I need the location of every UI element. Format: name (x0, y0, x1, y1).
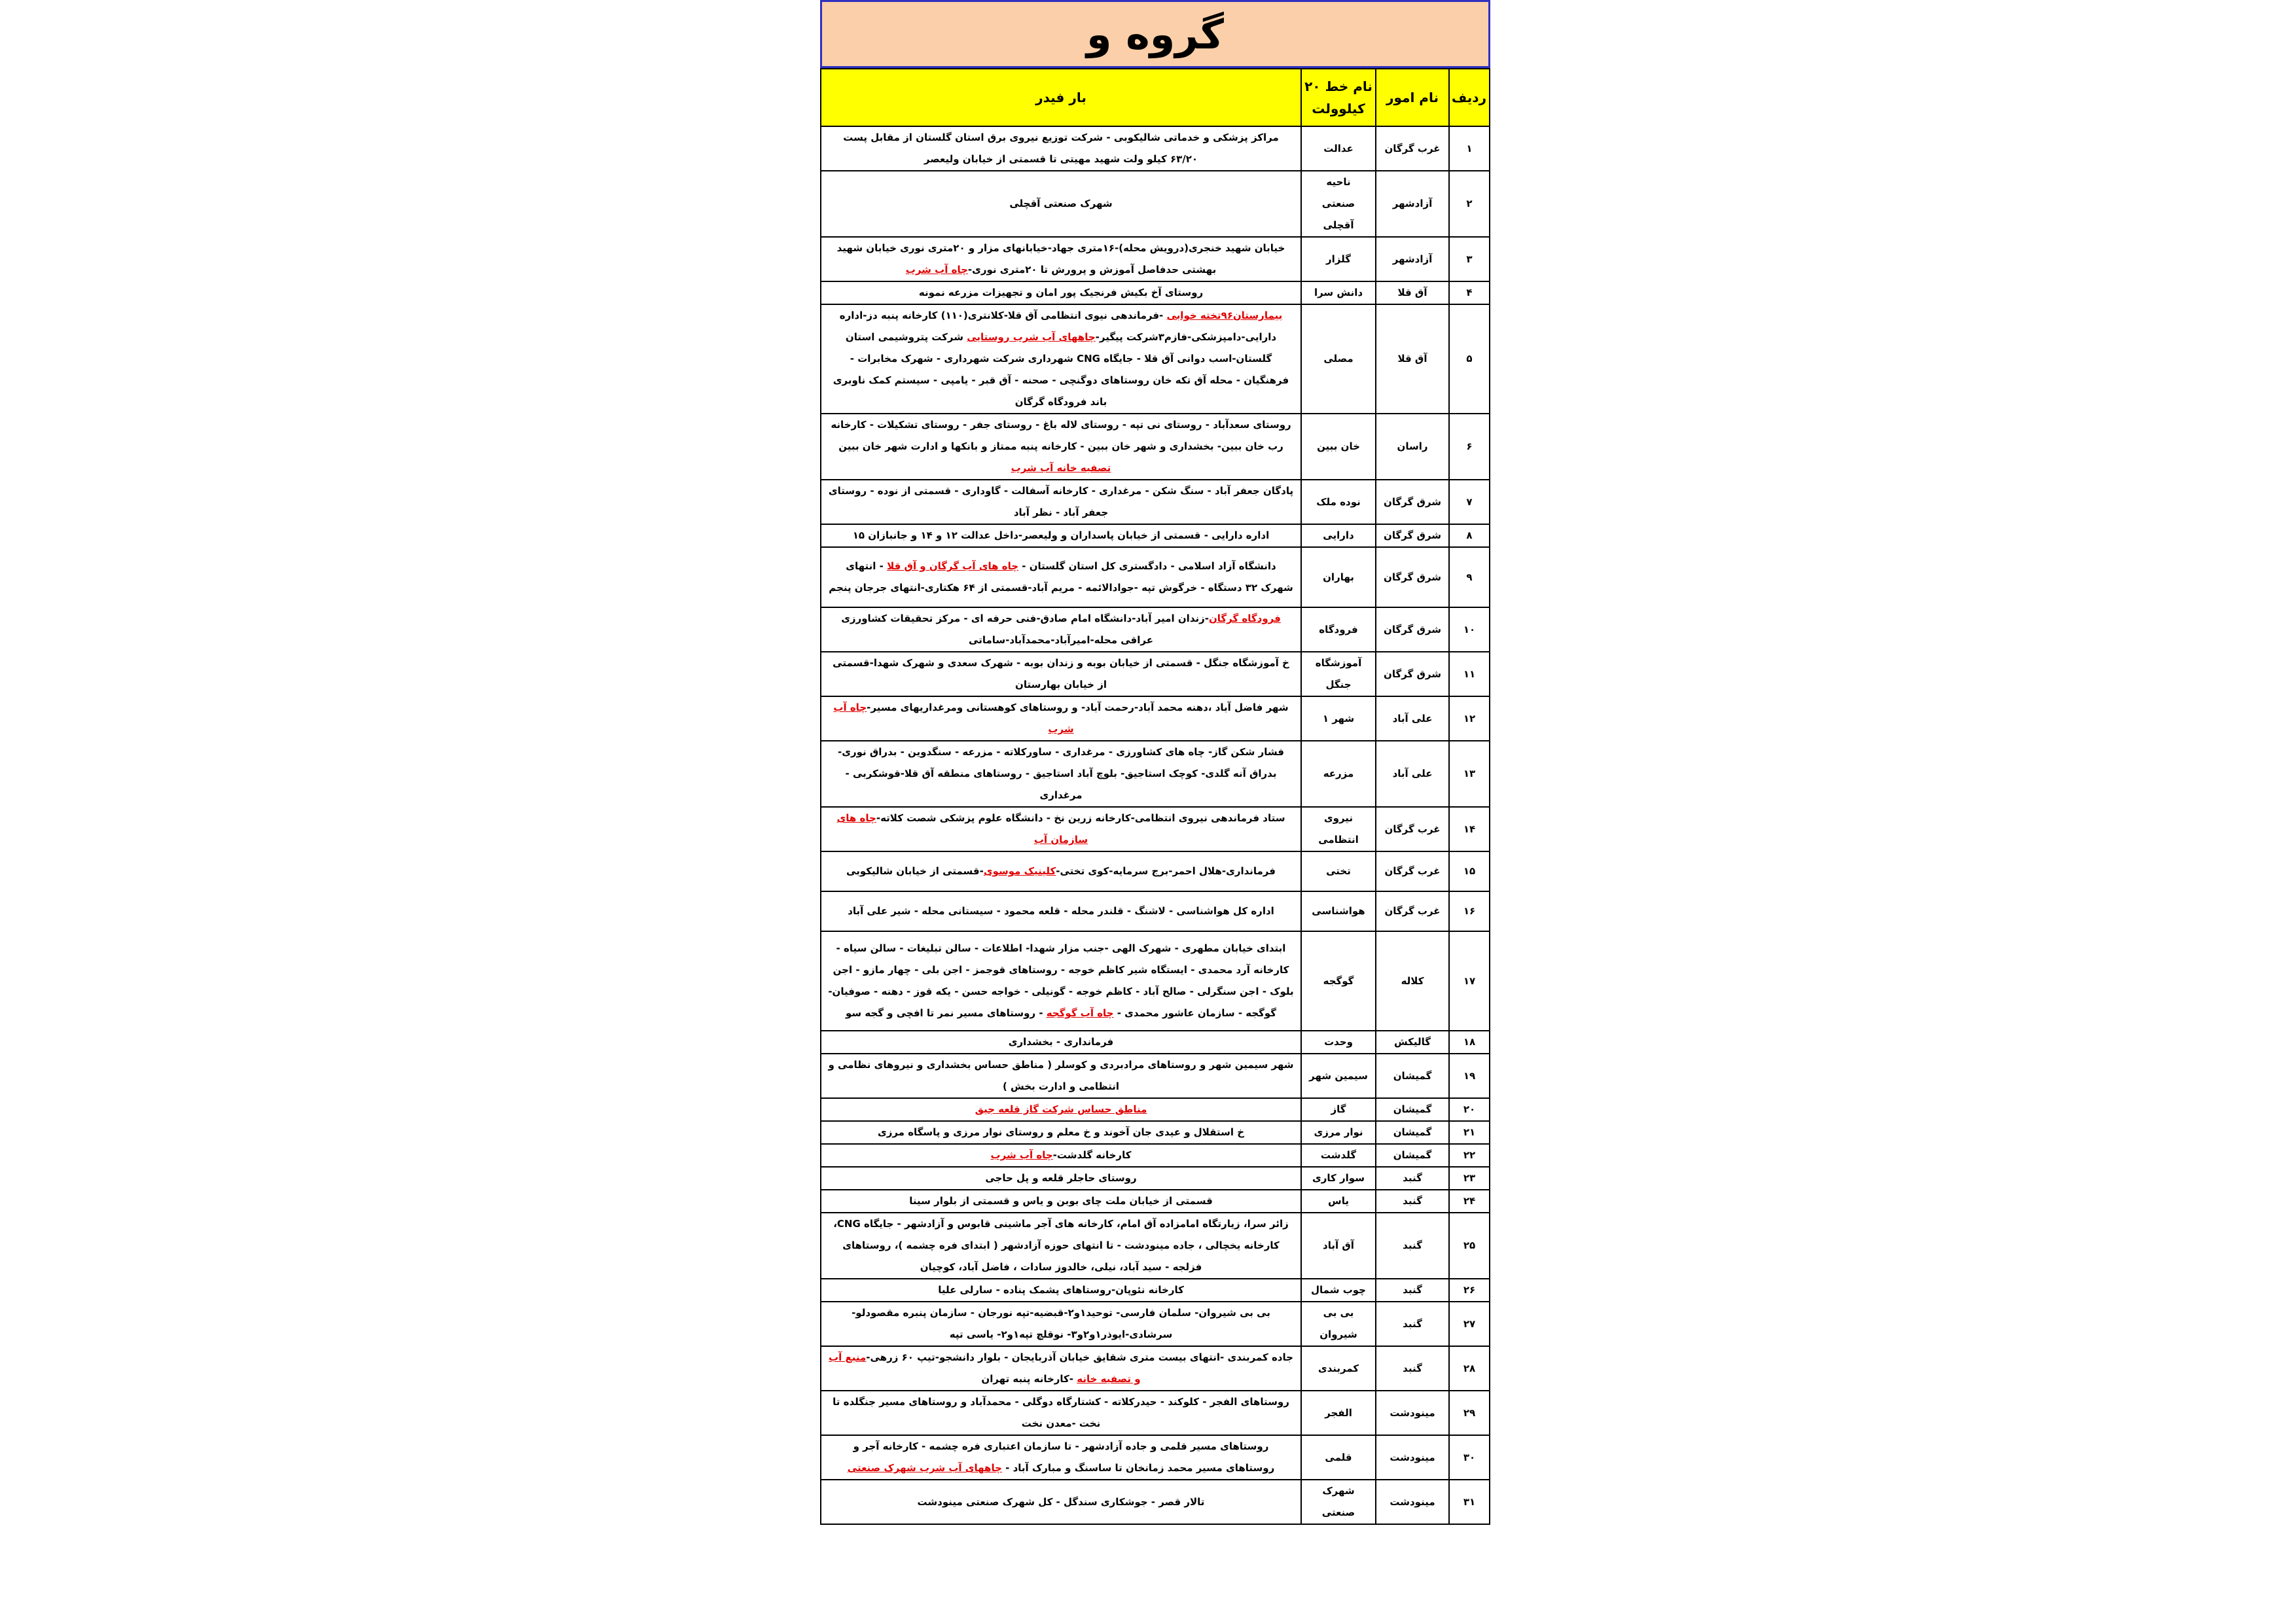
load-text: پادگان جعفر آباد - سنگ شکن - مرغداری - کارخانه آسفالت - گاوداری - قسمتی از نوده - روستای جعفر آباد - نظر آباد (828, 485, 1294, 518)
line-name-cell: آق آباد (1301, 1213, 1376, 1279)
row-number-cell: ۳۰ (1449, 1435, 1490, 1480)
feeder-load-cell (821, 524, 1301, 547)
row-number-cell: ۳۱ (1449, 1480, 1490, 1524)
load-text: روستاهای مسیر قلمی و جاده آزادشهر - تا سازمان اعتباری فره چشمه - کارخانه آجر و روستاهای مسیر محمد زمانخان تا ساسنگ و مبارک آباد - (853, 1440, 1275, 1474)
row-number-cell: ۲۰ (1449, 1098, 1490, 1121)
department-cell: غرب گرگان (1376, 807, 1449, 851)
highlighted-load-text: مناطق حساس شرکت گاز قلعه جیق (975, 1103, 1147, 1115)
row-number-cell: ۶ (1449, 414, 1490, 480)
header-row (821, 69, 1490, 126)
department-cell: راسان (1376, 414, 1449, 480)
line-name-cell: نوار مرزی (1301, 1121, 1376, 1144)
feeder-load-cell (821, 851, 1301, 891)
load-text: روستاهای الفجر - کلوکند - حیدرکلاته - کشتارگاه دوگلی - محمدآباد و روستاهای مسیر جنگلده تا نخت -معدن نخت (833, 1396, 1289, 1429)
line-name-cell: هواشناسی (1301, 891, 1376, 931)
department-cell: گمیشان (1376, 1098, 1449, 1121)
line-name-cell: کمربندی (1301, 1346, 1376, 1391)
table-row (821, 524, 1490, 547)
table-row (821, 1098, 1490, 1121)
line-name-cell: نیروی انتظامی (1301, 807, 1376, 851)
feeder-load-cell (821, 171, 1301, 237)
table-row (821, 652, 1490, 696)
feeder-load-cell (821, 1121, 1301, 1144)
highlighted-load-text: چاه آب شرب (833, 702, 1074, 735)
feeder-load-cell (821, 1144, 1301, 1167)
line-name-cell: آموزشگاه جنگل (1301, 652, 1376, 696)
load-text: کارخانه گلدشت- (1052, 1149, 1132, 1161)
highlighted-load-text: بیمارستان۹۶تخته خوابی (1166, 310, 1283, 321)
row-number-cell: ۱۱ (1449, 652, 1490, 696)
load-text: اداره کل هواشناسی - لاشنگ - قلندر محله - قلعه محمود - سیستانی محله - شیر علی آباد (848, 905, 1274, 917)
feeder-load-cell (821, 237, 1301, 281)
line-name-cell: فرودگاه (1301, 607, 1376, 652)
table-row (821, 807, 1490, 851)
line-name-cell: گلزار (1301, 237, 1376, 281)
row-number-cell: ۱ (1449, 126, 1490, 171)
line-name-cell: تختی (1301, 851, 1376, 891)
table-row (821, 1190, 1490, 1213)
feeder-load-cell (821, 652, 1301, 696)
row-number-cell: ۹ (1449, 547, 1490, 607)
feeder-load-cell (821, 1054, 1301, 1098)
row-number-cell: ۵ (1449, 304, 1490, 414)
load-text: -کارخانه پنبه تهران (981, 1373, 1077, 1385)
line-name-cell: چوب شمال (1301, 1279, 1376, 1302)
feeder-load-cell (821, 304, 1301, 414)
row-number-cell: ۳ (1449, 237, 1490, 281)
department-cell: آزادشهر (1376, 237, 1449, 281)
line-name-cell: سوار کاری (1301, 1167, 1376, 1190)
load-text: ستاد فرماندهی نیروی انتظامی-کارخانه زرین نخ - دانشگاه علوم پزشکی شصت کلاته- (876, 812, 1285, 824)
group-title: گروه و (820, 0, 1490, 68)
row-number-cell: ۲۱ (1449, 1121, 1490, 1144)
row-number-cell: ۲۲ (1449, 1144, 1490, 1167)
feeder-load-cell (821, 480, 1301, 524)
line-name-cell: مزرعه (1301, 741, 1376, 807)
row-number-cell: ۲۳ (1449, 1167, 1490, 1190)
table-row (821, 1031, 1490, 1054)
line-name-cell: دارایی (1301, 524, 1376, 547)
department-cell: شرق گرگان (1376, 607, 1449, 652)
highlighted-load-text: تصفیه خانه آب شرب (1011, 462, 1111, 474)
feeder-load-cell (821, 547, 1301, 607)
table-row (821, 931, 1490, 1031)
line-name-cell: الفجر (1301, 1391, 1376, 1435)
feeder-load-cell (821, 696, 1301, 741)
department-cell: آق قلا (1376, 281, 1449, 304)
table-row (821, 547, 1490, 607)
load-text: فشار شکن گاز- چاه های کشاورزی - مرغداری - ساورکلاته - مزرعه - سنگدوین - بدراق نوری- بدراق آنه گلدی- کوچک استاجیق- بلوچ آباد استاجیق - روستاهای منطقه آق قلا-قوشکربی - مرغداری (838, 746, 1284, 801)
feeder-load-cell (821, 414, 1301, 480)
line-name-cell: شهرک صنعتی (1301, 1480, 1376, 1524)
load-text: شهر سیمین شهر و روستاهای مرادبردی و کوسلر ( مناطق حساس بخشداری و نیروهای نظامی و انتظامی و ادارت بخش ) (828, 1059, 1294, 1092)
highlighted-load-text: منبع آب و تصفیه خانه (829, 1351, 1141, 1385)
table-row (821, 1302, 1490, 1346)
row-number-cell: ۸ (1449, 524, 1490, 547)
department-cell: گنبد (1376, 1190, 1449, 1213)
load-text: فرمانداری - بخشداری (1008, 1036, 1114, 1048)
row-number-cell: ۱۰ (1449, 607, 1490, 652)
table-row (821, 1480, 1490, 1524)
line-name-cell: دانش سرا (1301, 281, 1376, 304)
feeder-load-cell (821, 741, 1301, 807)
row-number-cell: ۱۵ (1449, 851, 1490, 891)
load-text: ابتدای خیابان مطهری - شهرک الهی -جنب مزار شهدا- اطلاعات - سالن تبلیغات - سالن سیاه - کارخانه آرد محمدی - ایستگاه شیر کاظم خوجه - روستاهای قوجمز - اجن بلی - چهار مازو - اجن بلوک - اجن سنگرلی - صالح آباد - کاظم خوجه - گونیلی - خواجه حسن - یکه قوز - دهنه - صوفیان-گوگجه - سازمان عاشور محمدی - (828, 942, 1294, 1019)
load-text: روستای سعدآباد - روستای نی تپه - روستای لاله باغ - روستای جفر - روستای تشکیلات - کارخانه رب خان ببین- بخشداری و شهر خان ببین - کارخانه پنبه ممتاز و بانکها و ادارت شهر خان ببین (831, 419, 1291, 452)
feeder-load-cell (821, 891, 1301, 931)
feeder-load-cell (821, 807, 1301, 851)
department-cell: آق قلا (1376, 304, 1449, 414)
load-text: کارخانه نئوپان-روستاهای پشمک پناده - سارلی علیا (938, 1284, 1184, 1296)
department-cell: کلاله (1376, 931, 1449, 1031)
load-text: روستای آخ بکیش فرنجیک پور امان و تجهیزات مزرعه نمونه (918, 287, 1204, 298)
row-number-cell: ۲۸ (1449, 1346, 1490, 1391)
load-text: -فرماندهی نیوی انتظامی آق قلا-کلانتری(۱۱۰) کارخانه پنبه دز-اداره دارایی-دامپزشکی-فازم۳شرکت پیگیر- (839, 310, 1277, 343)
feeder-load-cell (821, 931, 1301, 1031)
feeder-load-cell (821, 1302, 1301, 1346)
table-row (821, 891, 1490, 931)
table-row (821, 1346, 1490, 1391)
feeder-load-cell (821, 1279, 1301, 1302)
load-text: خ استقلال و عیدی جان آخوند و خ معلم و روستای نوار مرزی و پاسگاه مرزی (877, 1126, 1245, 1138)
department-cell: غرب گرگان (1376, 851, 1449, 891)
table-row (821, 741, 1490, 807)
table-row (821, 1213, 1490, 1279)
department-cell: شرق گرگان (1376, 547, 1449, 607)
department-cell: علی آباد (1376, 741, 1449, 807)
load-text: - روستاهای مسیر نمر تا افچی و گجه سو (845, 1007, 1047, 1019)
load-text: شهرک صنعتی آقچلی (1009, 198, 1113, 209)
feeder-load-cell (821, 1391, 1301, 1435)
department-cell: آزادشهر (1376, 171, 1449, 237)
row-number-cell: ۲۹ (1449, 1391, 1490, 1435)
highlighted-load-text: چاههای آب شرب شهرک صنعتی (847, 1462, 1002, 1474)
feeder-load-cell (821, 1190, 1301, 1213)
department-cell: مینودشت (1376, 1435, 1449, 1480)
highlighted-load-text: فرودگاه گرگان (1208, 613, 1281, 624)
load-text: شهر فاضل آباد ،دهنه محمد آباد-رحمت آباد- و روستاهای کوهستانی ومرغداریهای مسیر- (867, 702, 1289, 713)
feeder-load-cell (821, 126, 1301, 171)
highlighted-load-text: چاههای آب شرب روستایی (967, 331, 1096, 343)
department-cell: علی آباد (1376, 696, 1449, 741)
row-number-cell: ۷ (1449, 480, 1490, 524)
load-text: روستای حاجلر قلعه و پل حاجی (985, 1172, 1137, 1184)
line-name-cell: گلدشت (1301, 1144, 1376, 1167)
load-text: فرمانداری-هلال احمر-برج سرمایه-کوی تختی- (1056, 865, 1276, 877)
table-body (821, 126, 1490, 1524)
header-line-name: نام خط ۲۰ کیلوولت (1301, 69, 1376, 126)
feeder-load-cell (821, 1213, 1301, 1279)
load-text: قسمتی از خیابان ملت چای بوبن و یاس و قسمتی از بلوار سینا (909, 1195, 1213, 1207)
department-cell: گنبد (1376, 1302, 1449, 1346)
table-row (821, 696, 1490, 741)
load-text: دانشگاه آزاد اسلامی - دادگستری کل استان گلستان - (1018, 560, 1276, 572)
table-row (821, 281, 1490, 304)
feeder-load-cell (821, 281, 1301, 304)
table-row (821, 1167, 1490, 1190)
table-row (821, 237, 1490, 281)
line-name-cell: گوگجه (1301, 931, 1376, 1031)
row-number-cell: ۲۴ (1449, 1190, 1490, 1213)
load-text: -قسمتی از خیابان شالیکوبی (846, 865, 984, 877)
department-cell: گمیشان (1376, 1054, 1449, 1098)
row-number-cell: ۴ (1449, 281, 1490, 304)
table-row (821, 1391, 1490, 1435)
table-row (821, 1144, 1490, 1167)
load-text: شرکت پتروشیمی استان گلستان-اسب دوانی آق قلا - جایگاه CNG شهرداری شرکت شهرداری - شهرک مخابرات - فرهنگیان - محله آق تکه خان روستاهای دوگنچی - صحنه - آق قبر - یامپی - سیستم کمک ناوبری باند فرودگاه گرگان (833, 331, 1289, 408)
table-row (821, 480, 1490, 524)
line-name-cell: بی بی شیروان (1301, 1302, 1376, 1346)
row-number-cell: ۱۹ (1449, 1054, 1490, 1098)
department-cell: شرق گرگان (1376, 524, 1449, 547)
feeder-table (820, 68, 1490, 1525)
line-name-cell: نوده ملک (1301, 480, 1376, 524)
highlighted-load-text: چاه آب شرب (905, 264, 968, 276)
table-row (821, 1279, 1490, 1302)
table-row (821, 414, 1490, 480)
document-sheet (820, 0, 1490, 1525)
department-cell: گنبد (1376, 1346, 1449, 1391)
row-number-cell: ۱۶ (1449, 891, 1490, 931)
department-cell: گنبد (1376, 1213, 1449, 1279)
line-name-cell: وحدت (1301, 1031, 1376, 1054)
department-cell: شرق گرگان (1376, 652, 1449, 696)
feeder-load-cell (821, 607, 1301, 652)
load-text: تالار قصر - جوشکاری سندگل - کل شهرک صنعتی مینودشت (917, 1495, 1205, 1508)
row-number-cell: ۲۷ (1449, 1302, 1490, 1346)
row-number-cell: ۱۳ (1449, 741, 1490, 807)
feeder-load-cell (821, 1167, 1301, 1190)
load-text: مراکز پزشکی و خدماتی شالیکوبی - شرکت توزیع نیروی برق استان گلستان از مقابل پست ۶۳/۲۰ کیلو ولت شهید مهیتی تا قسمتی از خیابان ولیعصر (843, 132, 1279, 165)
line-name-cell: خان ببین (1301, 414, 1376, 480)
load-text: خیابان شهید خنجری(درویش محله)-۱۶متری جهاد-خیابانهای مزار و ۲۰متری نوری خیابان شهید بهشتی حدفاصل آموزش و پرورش تا ۲۰متری نوری- (836, 242, 1285, 276)
department-cell: غرب گرگان (1376, 126, 1449, 171)
load-text: زائر سرا، زیارتگاه امامزاده آق امام، کارخانه های آجر ماشینی قابوس و آزادشهر - جایگاه CNG، کارخانه یخچالی ، جاده مینودشت - تا انتهای حوزه آزادشهر ( ابتدای فره چشمه )، روستاهای فزلجه - سید آباد، نیلی، خالدوز سادات ، فاضل آباد، کوچیان (833, 1218, 1289, 1273)
header-department: نام امور (1376, 69, 1449, 126)
feeder-load-cell (821, 1435, 1301, 1480)
table-row (821, 171, 1490, 237)
header-row-number: ردیف (1449, 69, 1490, 126)
feeder-load-cell (821, 1480, 1301, 1524)
department-cell: گمیشان (1376, 1121, 1449, 1144)
row-number-cell: ۱۷ (1449, 931, 1490, 1031)
line-name-cell: یاس (1301, 1190, 1376, 1213)
department-cell: غرب گرگان (1376, 891, 1449, 931)
row-number-cell: ۲۵ (1449, 1213, 1490, 1279)
line-name-cell: گاز (1301, 1098, 1376, 1121)
load-text: جاده کمربندی -انتهای بیست متری شقایق خیابان آذربایجان - بلوار دانشجو-تیپ ۶۰ زرهی- (866, 1351, 1293, 1363)
line-name-cell: مصلی (1301, 304, 1376, 414)
department-cell: گمیشان (1376, 1144, 1449, 1167)
department-cell: گنبد (1376, 1167, 1449, 1190)
highlighted-load-text: کلینیک موسوی (983, 865, 1056, 877)
table-row (821, 126, 1490, 171)
load-text: بی بی شیروان- سلمان فارسی- توحید۱و۲-قبضیه-تپه نورجان - سازمان پنبره مقصودلو- سرشادی-ایوذر۱و۲و۳- نوقلچ تپه۱و۲- یاسی تپه (852, 1307, 1270, 1340)
department-cell: گنبد (1376, 1279, 1449, 1302)
header-feeder-load: بار فیدر (821, 69, 1301, 126)
highlighted-load-text: چاه آب شرب (990, 1149, 1053, 1161)
load-text: خ آموزشگاه جنگل - قسمتی از خیابان بوبه و زندان بوبه - شهرک سعدی و شهرک شهدا-قسمتی از خیابان بهارستان (833, 657, 1289, 690)
row-number-cell: ۱۴ (1449, 807, 1490, 851)
highlighted-load-text: چاه های سازمان آب (836, 812, 1088, 846)
department-cell: شرق گرگان (1376, 480, 1449, 524)
department-cell: مینودشت (1376, 1480, 1449, 1524)
feeder-load-cell (821, 1346, 1301, 1391)
highlighted-load-text: چاه های آب گرگان و آق قلا (887, 560, 1019, 572)
department-cell: گالیکش (1376, 1031, 1449, 1054)
row-number-cell: ۲ (1449, 171, 1490, 237)
line-name-cell: قلمی (1301, 1435, 1376, 1480)
row-number-cell: ۲۶ (1449, 1279, 1490, 1302)
highlighted-load-text: چاه آب گوگجه (1046, 1007, 1114, 1019)
table-row (821, 1435, 1490, 1480)
table-row (821, 851, 1490, 891)
line-name-cell: سیمین شهر (1301, 1054, 1376, 1098)
load-text: اداره دارایی - قسمتی از خیابان پاسداران و ولیعصر-داخل عدالت ۱۲ و ۱۴ و جانبازان ۱۵ (852, 529, 1270, 541)
row-number-cell: ۱۸ (1449, 1031, 1490, 1054)
table-row (821, 1121, 1490, 1144)
row-number-cell: ۱۲ (1449, 696, 1490, 741)
feeder-load-cell (821, 1098, 1301, 1121)
line-name-cell: بهاران (1301, 547, 1376, 607)
table-row (821, 607, 1490, 652)
table-row (821, 1054, 1490, 1098)
line-name-cell: ناحیه صنعتی آقچلی (1301, 171, 1376, 237)
feeder-load-cell (821, 1031, 1301, 1054)
table-row (821, 304, 1490, 414)
load-text: -زندان امیر آباد-دانشگاه امام صادق-فنی حرفه ای - مرکز تحقیقات کشاورزی عراقی محله-امیرآباد-محمدآباد-ساماتی (841, 613, 1209, 646)
line-name-cell: شهر ۱ (1301, 696, 1376, 741)
load-text: - انتهای شهرک ۳۲ دستگاه - خرگوش تپه -جوادالائمه - مریم آباد-قسمتی از ۶۴ هکتاری-انتهای جرجان پنجم (829, 560, 1293, 594)
line-name-cell: عدالت (1301, 126, 1376, 171)
department-cell: مینودشت (1376, 1391, 1449, 1435)
